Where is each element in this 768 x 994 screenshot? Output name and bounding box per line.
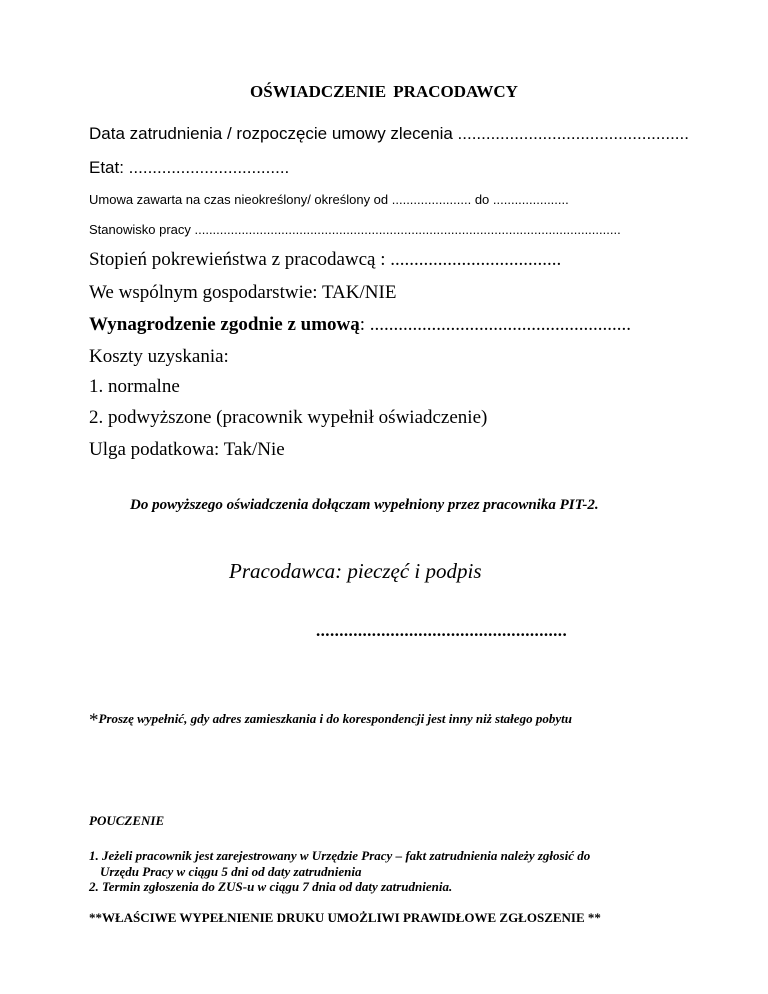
costs-heading: Koszty uzyskania: — [89, 346, 229, 367]
costs-item-2: 2. podwyższone (pracownik wypełnił oświadczenie) — [89, 407, 488, 428]
etat-field — [89, 158, 289, 178]
footnote — [89, 710, 572, 732]
employment-date-field: Data zatrudnienia / rozpoczęcie umowy zlecenia ................................................. — [89, 124, 689, 143]
instruction-item-1-line-1: 1. Jeżeli pracownik jest zarejestrowany w Urzędzie Pracy – fakt zatrudnienia należy zgłosić do — [89, 848, 591, 863]
instruction-item-2: 2. Termin zgłoszenia do ZUS-u w ciągu 7 dnia od daty zatrudnienia. — [89, 879, 453, 894]
costs-item-1: 1. normalne — [89, 376, 180, 397]
household-field: We wspólnym gospodarstwie: TAK/NIE — [89, 282, 397, 303]
signature-label: Pracodawca: pieczęć i podpis — [229, 559, 482, 583]
salary-dots: : ....................................................... — [359, 314, 632, 335]
signature-line: ...................................................... — [316, 621, 568, 640]
kinship-field: Stopień pokrewieństwa z pracodawcą : .................................... — [89, 249, 562, 270]
attachment-note: Do powyższego oświadczenia dołączam wypełniony przez pracownika PIT-2. — [130, 497, 599, 513]
etat-text: Etat: .................................. — [89, 158, 290, 177]
instruction-heading: POUCZENIE — [89, 813, 165, 828]
instruction-item-1-line-2: Urzędu Pracy w ciągu 5 dni od daty zatrudnienia — [100, 864, 362, 879]
closing-note: **WŁAŚCIWE WYPEŁNIENIE DRUKU UMOŻLIWI PRAWIDŁOWE ZGŁOSZENIE ** — [89, 910, 601, 925]
footnote-text: Proszę wypełnić, gdy adres zamieszkania i do korespondencji jest inny niż stałego pobytu — [98, 711, 572, 726]
position-field: Stanowisko pracy ...................................................................................................................... — [89, 222, 621, 237]
salary-field — [89, 314, 631, 336]
page-title: OŚWIADCZENIE PRACODAWCY — [250, 82, 518, 101]
footnote-star: * — [89, 710, 99, 731]
tax-relief-field: Ulga podatkowa: Tak/Nie — [89, 439, 285, 460]
contract-field: Umowa zawarta na czas nieokreślony/ określony od ...................... do ..................... — [89, 192, 569, 207]
salary-label: Wynagrodzenie zgodnie z umową — [89, 314, 360, 335]
